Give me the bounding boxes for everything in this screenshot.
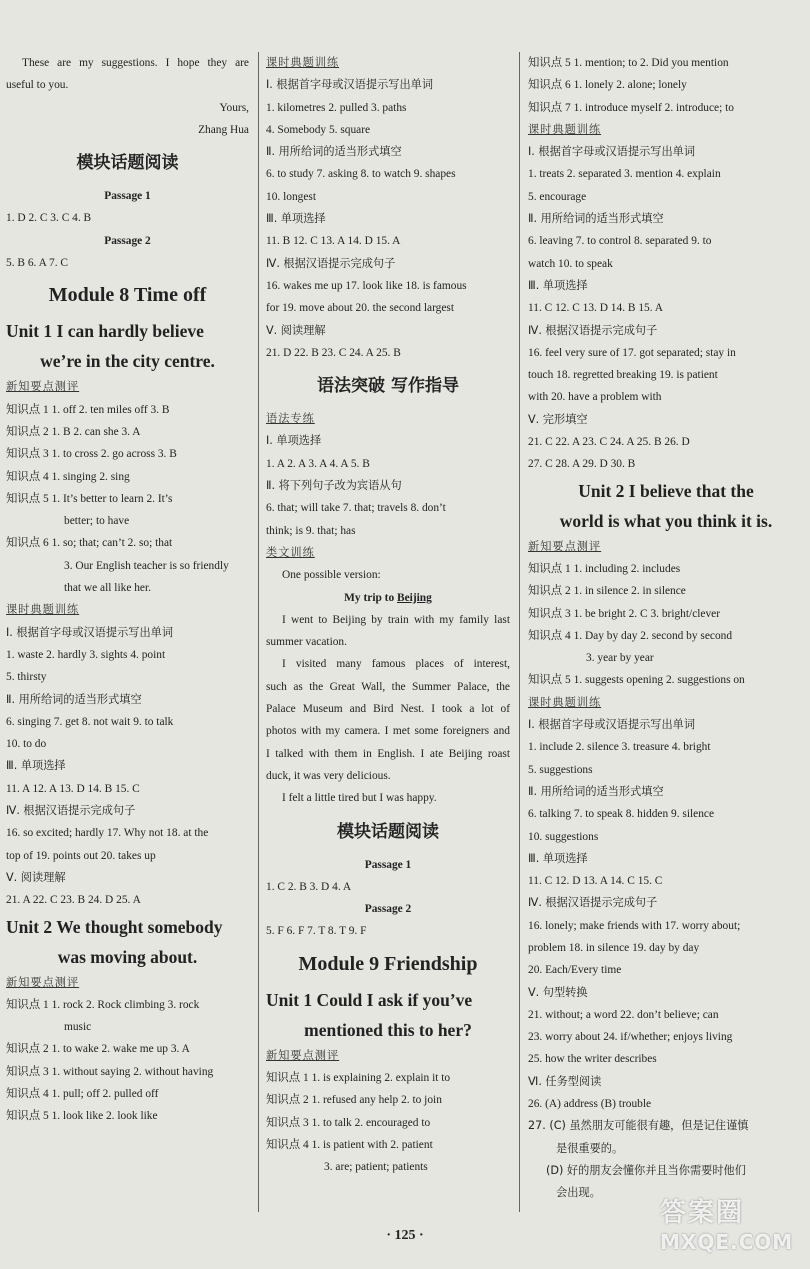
answer-line: 21. D 22. B 23. C 24. A 25. B — [266, 346, 401, 359]
answer-line: These are my suggestions. I hope they are — [22, 57, 249, 69]
exercise-heading: Ⅴ. 完形填空 — [528, 412, 588, 426]
answer-line: photos with my camera. I met some foreigners and — [266, 725, 510, 738]
answer-line: 1. treats 2. separated 3. mention 4. explain — [528, 168, 721, 181]
section-label: 新知要点测评 — [6, 975, 80, 989]
answer-line: 21. C 22. A 23. C 24. A 25. B 26. D — [528, 436, 690, 449]
answer-line: Passage 2 — [364, 903, 412, 916]
exercise-heading: Ⅳ. 根据汉语提示完成句子 — [528, 896, 658, 910]
answer-line: 知识点 2 1. in silence 2. in silence — [528, 585, 686, 598]
answer-line: 27. C 28. A 29. D 30. B — [528, 458, 636, 471]
answer-line: 知识点 4 1. Day by day 2. second by second — [528, 629, 733, 642]
exercise-heading: Ⅰ. 根据首字母或汉语提示写出单词 — [528, 145, 696, 159]
answer-line: touch 18. regretted breaking 19. is patient — [528, 369, 718, 382]
answer-line: 知识点 3 1. without saying 2. without having — [6, 1065, 214, 1078]
exercise-text: (D) 好的朋友会懂你并且当你需要时他们 — [546, 1163, 746, 1177]
answer-line: 知识点 4 1. pull; off 2. pulled off — [6, 1087, 159, 1100]
answer-line: 知识点 2 1. B 2. can she 3. A — [6, 425, 141, 438]
exercise-heading: 27. (C) 虽然朋友可能很有趣，但是记住谨慎 — [528, 1119, 749, 1133]
answer-line: 知识点 4 1. singing 2. sing — [6, 470, 130, 483]
section-label: 课时典题训练 — [528, 695, 602, 709]
answer-line: 5. thirsty — [6, 671, 47, 684]
answer-line: 知识点 1 1. including 2. includes — [528, 562, 681, 575]
answer-line: 知识点 1 1. rock 2. Rock climbing 3. rock — [6, 998, 200, 1011]
unit-title: was moving about. — [57, 946, 198, 967]
answer-line: 10. to do — [6, 738, 47, 751]
answer-line: for 19. move about 20. the second largest — [266, 302, 455, 315]
answer-line: 1. waste 2. hardly 3. sights 4. point — [6, 648, 166, 661]
answer-line: 知识点 5 1. look like 2. look like — [6, 1110, 158, 1123]
answer-line: 21. A 22. C 23. B 24. D 25. A — [6, 894, 141, 907]
unit-title: Unit 2 We thought somebody — [6, 916, 223, 937]
answer-line: One possible version: — [282, 569, 381, 582]
answer-line: 5. F 6. F 7. T 8. T 9. F — [266, 925, 367, 938]
column-2 — [266, 52, 510, 1178]
answer-line: I went to Beijing by train with my family last — [282, 613, 510, 626]
exercise-heading: Ⅰ. 根据首字母或汉语提示写出单词 — [6, 625, 174, 639]
answer-line: that we all like her. — [64, 582, 151, 595]
watermark-line-1: 答案圈 — [660, 1198, 745, 1228]
answer-line: 1. D 2. C 3. C 4. B — [6, 212, 92, 225]
section-title: 语法突破 写作指导 — [317, 376, 459, 397]
answer-line: top of 19. points out 20. takes up — [6, 849, 156, 862]
answer-line: such as the Great Wall, the Summer Palace, the — [266, 680, 510, 693]
section-label: 新知要点测评 — [266, 1048, 340, 1062]
answer-line: 知识点 1 1. off 2. ten miles off 3. B — [6, 403, 170, 416]
answer-line: 知识点 2 1. refused any help 2. to join — [266, 1094, 442, 1107]
exercise-heading: Ⅳ. 根据汉语提示完成句子 — [6, 804, 136, 818]
answer-line: 5. encourage — [528, 190, 587, 203]
answer-line: 11. B 12. C 13. A 14. D 15. A — [266, 235, 401, 248]
section-label: 语法专练 — [266, 412, 315, 426]
module-title: Module 9 Friendship — [298, 952, 478, 975]
answer-line: 5. suggestions — [528, 763, 593, 776]
exercise-text: 会出现。 — [556, 1186, 601, 1200]
section-label: 新知要点测评 — [528, 539, 602, 553]
answer-line: 6. to study 7. asking 8. to watch 9. shapes — [266, 168, 456, 181]
answer-line: Palace Museum and Bird Nest. I took a lot of — [266, 703, 510, 716]
answer-line: 26. (A) address (B) trouble — [528, 1098, 652, 1111]
section-label: 新知要点测评 — [6, 380, 80, 394]
answer-line: 知识点 6 1. lonely 2. alone; lonely — [528, 79, 687, 92]
answer-line: 知识点 6 1. so; that; can’t 2. so; that — [6, 537, 173, 550]
exercise-text: 是很重要的。 — [556, 1141, 624, 1155]
answer-line: 知识点 3 1. to talk 2. encouraged to — [266, 1116, 431, 1129]
answer-line: I visited many famous places of interest, — [282, 658, 510, 671]
answer-line: 6. talking 7. to speak 8. hidden 9. silence — [528, 808, 715, 821]
exercise-heading: Ⅱ. 用所给词的适当形式填空 — [528, 784, 664, 798]
exercise-heading: Ⅴ. 句型转换 — [528, 985, 588, 999]
exercise-heading: Ⅴ. 阅读理解 — [266, 323, 326, 337]
column-3 — [528, 52, 804, 1205]
exercise-heading: Ⅲ. 单项选择 — [528, 278, 588, 292]
exercise-heading: Ⅱ. 用所给词的适当形式填空 — [528, 212, 664, 226]
answer-line: I talked with them in English. I ate Beijing roast — [266, 747, 510, 760]
section-label: 课时典题训练 — [528, 122, 602, 136]
answer-line: 10. suggestions — [528, 830, 599, 843]
answer-line: 1. C 2. B 3. D 4. A — [266, 880, 352, 893]
watermark-line-2: MXQE.COM — [660, 1230, 794, 1254]
page-number: · 125 · — [386, 1228, 424, 1243]
unit-title: we’re in the city centre. — [40, 351, 215, 372]
answer-line: 1. A 2. A 3. A 4. A 5. B — [266, 457, 370, 470]
answer-line: 5. B 6. A 7. C — [6, 257, 69, 270]
section-title: 模块话题阅读 — [337, 821, 439, 842]
answer-line: 11. C 12. C 13. D 14. B 15. A — [528, 302, 664, 315]
answer-line: watch 10. to speak — [528, 257, 613, 270]
answer-line: 11. C 12. D 13. A 14. C 15. C — [528, 875, 663, 888]
column-divider — [258, 52, 259, 1212]
answer-line: I felt a little tired but I was happy. — [282, 792, 437, 805]
answer-line: 6. leaving 7. to control 8. separated 9. to — [528, 235, 712, 248]
answer-line: 21. without; a word 22. don’t believe; can — [528, 1008, 719, 1021]
exercise-heading: Ⅱ. 用所给词的适当形式填空 — [266, 145, 402, 159]
answer-line: 知识点 7 1. introduce myself 2. introduce; to — [528, 101, 734, 114]
exercise-heading: Ⅲ. 单项选择 — [528, 851, 588, 865]
section-title: 模块话题阅读 — [76, 153, 179, 174]
answer-line: 知识点 3 1. be bright 2. C 3. bright/clever — [528, 607, 721, 620]
answer-line: 20. Each/Every time — [528, 964, 622, 977]
answer-line: think; is 9. that; has — [266, 524, 356, 537]
module-title: Module 8 Time off — [48, 284, 207, 307]
answer-line: 知识点 1 1. is explaining 2. explain it to — [266, 1071, 451, 1084]
unit-title: Unit 1 I can hardly believe — [6, 321, 204, 342]
answer-line: 3. year by year — [586, 652, 654, 665]
unit-title: Unit 1 Could I ask if you’ve — [266, 989, 473, 1010]
answer-line: useful to you. — [6, 79, 69, 92]
essay-title — [266, 587, 510, 609]
unit-title: mentioned this to her? — [304, 1019, 472, 1040]
answer-line: Zhang Hua — [198, 123, 249, 136]
essay-title-place: Beijing — [397, 591, 432, 604]
answer-line: 知识点 3 1. to cross 2. go across 3. B — [6, 448, 177, 461]
exercise-heading: Ⅳ. 根据汉语提示完成句子 — [266, 256, 396, 270]
exercise-heading: Ⅲ. 单项选择 — [266, 212, 326, 226]
answer-line: with 20. have a problem with — [528, 391, 662, 404]
answer-line: 4. Somebody 5. square — [266, 123, 371, 136]
answer-line: 6. singing 7. get 8. not wait 9. to talk — [6, 715, 174, 728]
answer-line: 11. A 12. A 13. D 14. B 15. C — [6, 782, 140, 795]
section-label: 课时典题训练 — [266, 56, 340, 69]
exercise-heading: Ⅱ. 将下列句子改为宾语从句 — [266, 479, 402, 493]
exercise-heading: Ⅲ. 单项选择 — [6, 759, 66, 773]
exercise-heading: Ⅰ. 根据首字母或汉语提示写出单词 — [528, 718, 696, 732]
answer-line: 知识点 5 1. It’s better to learn 2. It’s — [6, 492, 173, 505]
exercise-heading: Ⅴ. 阅读理解 — [6, 870, 66, 884]
answer-line: Passage 1 — [364, 858, 412, 871]
answer-line: 1. kilometres 2. pulled 3. paths — [266, 101, 407, 114]
answer-line: Yours, — [219, 101, 249, 114]
answer-line: 23. worry about 24. if/whether; enjoys living — [528, 1031, 733, 1044]
answer-line: 知识点 4 1. is patient with 2. patient — [266, 1138, 433, 1151]
answer-line: problem 18. in silence 19. day by day — [528, 941, 700, 954]
column-1 — [6, 52, 249, 1128]
section-label: 课时典题训练 — [6, 603, 80, 617]
answer-line: duck, it was very delicious. — [266, 769, 391, 782]
answer-line: 3. Our English teacher is so friendly — [64, 559, 229, 572]
answer-line: music — [64, 1021, 92, 1034]
watermark-logo — [660, 1196, 802, 1260]
answer-line: 16. wakes me up 17. look like 18. is famous — [266, 279, 467, 292]
answer-line: 知识点 2 1. to wake 2. wake me up 3. A — [6, 1043, 190, 1056]
answer-line: summer vacation. — [266, 636, 347, 649]
answer-line: Passage 2 — [104, 234, 151, 247]
answer-line: 3. are; patient; patients — [324, 1161, 428, 1174]
unit-title: world is what you think it is. — [559, 510, 773, 531]
essay-title-text: My trip to — [344, 591, 397, 604]
column-divider — [519, 52, 520, 1212]
exercise-heading: Ⅰ. 根据首字母或汉语提示写出单词 — [266, 78, 434, 92]
answer-line: 16. so excited; hardly 17. Why not 18. at the — [6, 827, 209, 840]
answer-line: better; to have — [64, 515, 130, 528]
answer-line: 知识点 5 1. suggests opening 2. suggestions on — [528, 674, 745, 687]
exercise-heading: Ⅰ. 单项选择 — [266, 434, 322, 448]
answer-line: 1. include 2. silence 3. treasure 4. bright — [528, 741, 711, 754]
answer-line: 10. longest — [266, 190, 316, 203]
section-label: 类文训练 — [266, 545, 315, 559]
unit-title: Unit 2 I believe that the — [578, 480, 754, 501]
answer-line: Passage 1 — [104, 190, 151, 203]
answer-line: 16. lonely; make friends with 17. worry about; — [528, 919, 741, 932]
exercise-heading: Ⅵ. 任务型阅读 — [528, 1074, 602, 1088]
answer-line: 25. how the writer describes — [528, 1053, 657, 1066]
exercise-heading: Ⅱ. 用所给词的适当形式填空 — [6, 692, 142, 706]
answer-line: 6. that; will take 7. that; travels 8. don’t — [266, 502, 446, 515]
answer-line: 知识点 5 1. mention; to 2. Did you mention — [528, 57, 729, 69]
answer-line: 16. feel very sure of 17. got separated; stay in — [528, 346, 736, 359]
exercise-heading: Ⅳ. 根据汉语提示完成句子 — [528, 323, 658, 337]
